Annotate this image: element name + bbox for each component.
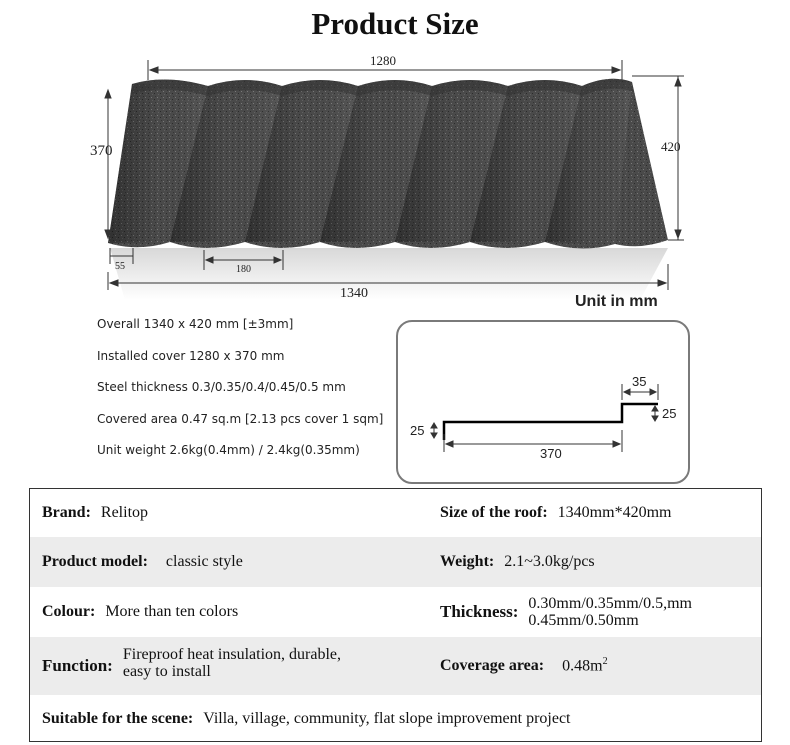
thickness-value	[528, 595, 692, 629]
size-value: 1340mm*420mm	[557, 504, 672, 521]
brand-label: Brand:	[42, 504, 91, 521]
function-value	[123, 646, 341, 680]
model-value: classic style	[165, 553, 243, 570]
dim-55-label: 55	[115, 261, 125, 272]
profile-diagram	[396, 320, 690, 484]
spec-steel-thickness: Steel thickness 0.3/0.35/0.4/0.45/0.5 mm	[97, 380, 346, 394]
dim-1280-label: 1280	[370, 53, 396, 68]
model-label: Product model:	[42, 553, 148, 570]
dim-180-label: 180	[236, 264, 251, 275]
table-row	[30, 695, 761, 743]
function-label: Function:	[42, 656, 113, 675]
size-label: Size of the roof:	[440, 504, 548, 521]
table-row	[30, 637, 761, 695]
profile-step-width: 35	[632, 374, 647, 389]
unit-note: Unit in mm	[575, 293, 658, 310]
spec-covered-area: Covered area 0.47 sq.m [2.13 pcs cover 1 sqm]	[97, 411, 384, 426]
brand-value: Relitop	[100, 504, 149, 521]
profile-left-height: 25	[410, 423, 425, 438]
coverage-sup: 2	[602, 656, 608, 668]
table-row	[30, 537, 761, 587]
weight-value: 2.1~3.0kg/pcs	[504, 553, 595, 570]
function-line-2: easy to install	[122, 663, 211, 680]
colour-value: More than ten colors	[105, 603, 239, 620]
function-line-1: Fireproof heat insulation, durable,	[122, 646, 342, 663]
profile-length: 370	[540, 446, 562, 461]
dim-line-370	[105, 90, 111, 238]
profile-dim-lines	[431, 384, 658, 452]
weight-label: Weight:	[440, 553, 495, 570]
spec-overall: Overall 1340 x 420 mm [±3mm]	[97, 317, 294, 331]
table-row	[30, 489, 761, 537]
spec-table	[29, 488, 762, 742]
spec-list	[97, 316, 383, 474]
coverage-value	[562, 656, 607, 675]
colour-label: Colour:	[42, 603, 96, 620]
dim-370-label: 370	[90, 143, 113, 159]
scene-label: Suitable for the scene:	[42, 710, 194, 727]
thickness-line-1: 0.30mm/0.35mm/0.5,mm	[528, 595, 692, 612]
spec-unit-weight: Unit weight 2.6kg(0.4mm) / 2.4kg(0.35mm)	[97, 443, 360, 457]
table-row	[30, 587, 761, 637]
profile-outline	[444, 404, 658, 440]
thickness-label: Thickness:	[440, 602, 519, 621]
page-title: Product Size	[311, 6, 479, 41]
scene-value: Villa, village, community, flat slope improvement project	[203, 710, 571, 727]
dim-420-label: 420	[661, 139, 681, 154]
tile-corrugations	[108, 82, 632, 244]
profile-step-height: 25	[662, 406, 677, 421]
thickness-line-2: 0.45mm/0.50mm	[528, 612, 639, 629]
coverage-number: 0.48m	[562, 657, 603, 675]
dim-1340-label: 1340	[340, 286, 368, 301]
spec-installed-cover: Installed cover 1280 x 370 mm	[97, 348, 285, 363]
coverage-label: Coverage area:	[440, 657, 545, 674]
